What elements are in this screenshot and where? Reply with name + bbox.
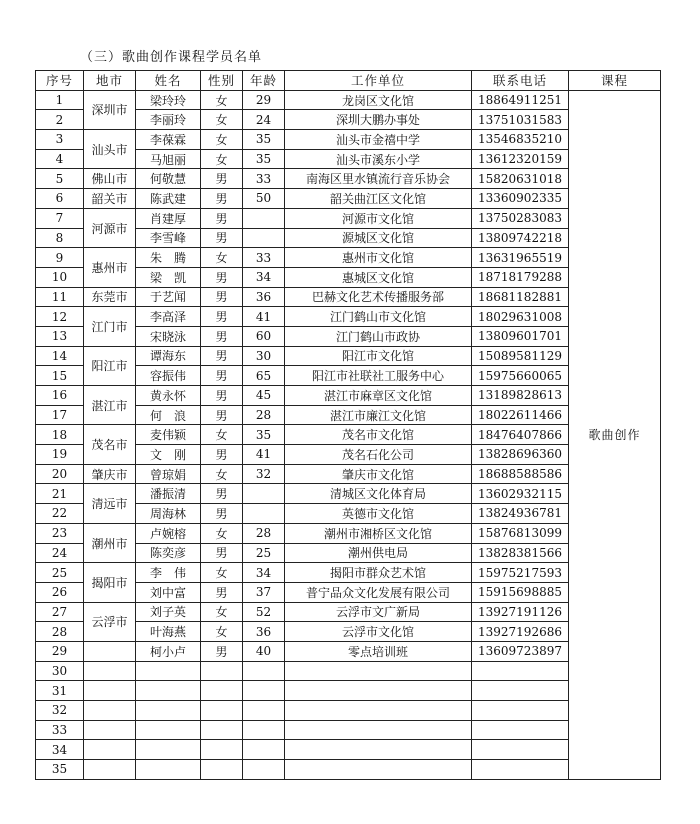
work-unit-cell	[285, 760, 472, 780]
header-age: 年龄	[243, 71, 285, 91]
age-cell: 34	[243, 267, 285, 287]
age-cell: 36	[243, 622, 285, 642]
row-number: 24	[36, 543, 84, 563]
work-unit-cell: 湛江市麻章区文化馆	[285, 386, 472, 406]
city-cell: 揭阳市	[84, 563, 136, 602]
age-cell	[243, 661, 285, 681]
age-cell: 28	[243, 523, 285, 543]
phone-cell: 15089581129	[472, 346, 569, 366]
phone-cell: 13631965519	[472, 248, 569, 268]
phone-cell	[472, 740, 569, 760]
student-name: 叶海燕	[136, 622, 201, 642]
work-unit-cell: 龙岗区文化馆	[285, 90, 472, 110]
phone-cell: 18688588586	[472, 464, 569, 484]
row-number: 14	[36, 346, 84, 366]
phone-cell: 13828696360	[472, 445, 569, 465]
gender-cell: 女	[201, 110, 243, 130]
age-cell: 35	[243, 130, 285, 150]
row-number: 31	[36, 681, 84, 701]
work-unit-cell: 惠城区文化馆	[285, 267, 472, 287]
row-number: 25	[36, 563, 84, 583]
phone-cell	[472, 681, 569, 701]
age-cell: 41	[243, 307, 285, 327]
student-name: 黄永怀	[136, 386, 201, 406]
gender-cell: 男	[201, 445, 243, 465]
gender-cell: 男	[201, 346, 243, 366]
student-name: 何敬慧	[136, 169, 201, 189]
gender-cell: 男	[201, 189, 243, 209]
city-cell: 汕头市	[84, 130, 136, 169]
city-cell: 茂名市	[84, 425, 136, 464]
student-name: 李丽玲	[136, 110, 201, 130]
gender-cell: 男	[201, 641, 243, 661]
work-unit-cell: 云浮市文广新局	[285, 602, 472, 622]
table-row	[36, 287, 661, 307]
age-cell: 65	[243, 366, 285, 386]
gender-cell: 男	[201, 169, 243, 189]
row-number: 5	[36, 169, 84, 189]
row-number: 17	[36, 405, 84, 425]
header-city: 地市	[84, 71, 136, 91]
work-unit-cell	[285, 661, 472, 681]
city-cell	[84, 681, 136, 701]
student-name: 谭海东	[136, 346, 201, 366]
phone-cell: 13546835210	[472, 130, 569, 150]
row-number: 8	[36, 228, 84, 248]
gender-cell	[201, 661, 243, 681]
gender-cell: 女	[201, 130, 243, 150]
student-name: 曾琼娟	[136, 464, 201, 484]
gender-cell: 女	[201, 90, 243, 110]
age-cell	[243, 504, 285, 524]
phone-cell: 18718179288	[472, 267, 569, 287]
student-name: 肖建厚	[136, 208, 201, 228]
row-number: 27	[36, 602, 84, 622]
phone-cell: 13609723897	[472, 641, 569, 661]
age-cell: 50	[243, 189, 285, 209]
phone-cell: 15876813099	[472, 523, 569, 543]
work-unit-cell: 清城区文化体育局	[285, 484, 472, 504]
work-unit-cell: 源城区文化馆	[285, 228, 472, 248]
row-number: 21	[36, 484, 84, 504]
gender-cell: 男	[201, 386, 243, 406]
table-row	[36, 523, 661, 543]
row-number: 11	[36, 287, 84, 307]
city-cell	[84, 760, 136, 780]
student-name: 马旭丽	[136, 149, 201, 169]
student-name: 何 浪	[136, 405, 201, 425]
work-unit-cell: 南海区里水镇流行音乐协会	[285, 169, 472, 189]
work-unit-cell: 茂名市文化馆	[285, 425, 472, 445]
phone-cell: 15915698885	[472, 582, 569, 602]
age-cell	[243, 208, 285, 228]
phone-cell: 13360902335	[472, 189, 569, 209]
row-number: 16	[36, 386, 84, 406]
table-row	[36, 720, 661, 740]
student-name: 宋晓泳	[136, 326, 201, 346]
gender-cell: 女	[201, 149, 243, 169]
phone-cell	[472, 720, 569, 740]
work-unit-cell	[285, 701, 472, 721]
phone-cell: 13824936781	[472, 504, 569, 524]
city-cell	[84, 701, 136, 721]
phone-cell	[472, 760, 569, 780]
gender-cell: 女	[201, 563, 243, 583]
row-number: 13	[36, 326, 84, 346]
table-row	[36, 248, 661, 268]
city-cell: 深圳市	[84, 90, 136, 129]
phone-cell: 13751031583	[472, 110, 569, 130]
student-name	[136, 701, 201, 721]
age-cell	[243, 760, 285, 780]
row-number: 30	[36, 661, 84, 681]
work-unit-cell: 湛江市廉江文化馆	[285, 405, 472, 425]
city-cell: 佛山市	[84, 169, 136, 189]
row-number: 19	[36, 445, 84, 465]
city-cell	[84, 641, 136, 661]
table-row	[36, 386, 661, 406]
gender-cell: 男	[201, 307, 243, 327]
table-row	[36, 661, 661, 681]
phone-cell: 15975660065	[472, 366, 569, 386]
row-number: 32	[36, 701, 84, 721]
age-cell	[243, 484, 285, 504]
table-row	[36, 602, 661, 622]
phone-cell: 13927192686	[472, 622, 569, 642]
work-unit-cell: 韶关曲江区文化馆	[285, 189, 472, 209]
work-unit-cell: 普宁品众文化发展有限公司	[285, 582, 472, 602]
table-row	[36, 189, 661, 209]
gender-cell	[201, 681, 243, 701]
student-name: 梁 凯	[136, 267, 201, 287]
age-cell	[243, 720, 285, 740]
age-cell: 33	[243, 169, 285, 189]
age-cell: 41	[243, 445, 285, 465]
table-row	[36, 464, 661, 484]
phone-cell	[472, 661, 569, 681]
gender-cell: 女	[201, 622, 243, 642]
student-name: 朱 腾	[136, 248, 201, 268]
row-number: 2	[36, 110, 84, 130]
row-number: 7	[36, 208, 84, 228]
table-caption: （三）歌曲创作课程学员名单	[80, 50, 263, 65]
gender-cell: 女	[201, 602, 243, 622]
work-unit-cell: 深圳大鹏办事处	[285, 110, 472, 130]
student-roster-table	[35, 70, 661, 780]
phone-cell: 13612320159	[472, 149, 569, 169]
table-row	[36, 169, 661, 189]
row-number: 18	[36, 425, 84, 445]
phone-cell: 13602932115	[472, 484, 569, 504]
header-name: 姓名	[136, 71, 201, 91]
gender-cell	[201, 701, 243, 721]
student-name	[136, 720, 201, 740]
header-no: 序号	[36, 71, 84, 91]
age-cell: 32	[243, 464, 285, 484]
row-number: 29	[36, 641, 84, 661]
row-number: 6	[36, 189, 84, 209]
age-cell: 40	[243, 641, 285, 661]
student-name: 梁玲玲	[136, 90, 201, 110]
age-cell	[243, 228, 285, 248]
gender-cell: 女	[201, 523, 243, 543]
phone-cell	[472, 701, 569, 721]
age-cell: 52	[243, 602, 285, 622]
student-name: 于艺闻	[136, 287, 201, 307]
gender-cell: 男	[201, 484, 243, 504]
gender-cell	[201, 760, 243, 780]
student-name: 文 刚	[136, 445, 201, 465]
work-unit-cell	[285, 681, 472, 701]
age-cell: 45	[243, 386, 285, 406]
gender-cell: 男	[201, 543, 243, 563]
student-name: 卢婉榕	[136, 523, 201, 543]
phone-cell: 13828381566	[472, 543, 569, 563]
student-name	[136, 740, 201, 760]
row-number: 33	[36, 720, 84, 740]
table-row	[36, 760, 661, 780]
phone-cell: 13809601701	[472, 326, 569, 346]
row-number: 15	[36, 366, 84, 386]
gender-cell: 女	[201, 464, 243, 484]
student-name	[136, 681, 201, 701]
city-cell	[84, 720, 136, 740]
student-name: 李葆霖	[136, 130, 201, 150]
header-gender: 性别	[201, 71, 243, 91]
gender-cell: 男	[201, 208, 243, 228]
student-name: 潘振清	[136, 484, 201, 504]
work-unit-cell: 肇庆市文化馆	[285, 464, 472, 484]
student-name	[136, 760, 201, 780]
city-cell: 惠州市	[84, 248, 136, 287]
row-number: 34	[36, 740, 84, 760]
work-unit-cell: 江门鹤山市文化馆	[285, 307, 472, 327]
gender-cell: 男	[201, 267, 243, 287]
student-name: 李 伟	[136, 563, 201, 583]
age-cell: 37	[243, 582, 285, 602]
student-name: 陈奕彦	[136, 543, 201, 563]
table-row	[36, 346, 661, 366]
phone-cell: 13750283083	[472, 208, 569, 228]
table-row	[36, 563, 661, 583]
table-row	[36, 641, 661, 661]
work-unit-cell: 阳江市文化馆	[285, 346, 472, 366]
row-number: 28	[36, 622, 84, 642]
gender-cell: 男	[201, 582, 243, 602]
age-cell: 30	[243, 346, 285, 366]
work-unit-cell	[285, 740, 472, 760]
gender-cell: 男	[201, 228, 243, 248]
age-cell	[243, 740, 285, 760]
phone-cell: 15975217593	[472, 563, 569, 583]
table-row	[36, 701, 661, 721]
row-number: 3	[36, 130, 84, 150]
phone-cell: 18029631008	[472, 307, 569, 327]
city-cell: 潮州市	[84, 523, 136, 562]
gender-cell: 男	[201, 326, 243, 346]
city-cell	[84, 661, 136, 681]
table-row	[36, 681, 661, 701]
age-cell: 24	[243, 110, 285, 130]
age-cell: 25	[243, 543, 285, 563]
header-unit: 工作单位	[285, 71, 472, 91]
city-cell: 东莞市	[84, 287, 136, 307]
gender-cell: 男	[201, 504, 243, 524]
table-row	[36, 130, 661, 150]
student-name: 麦伟颖	[136, 425, 201, 445]
student-name: 李高泽	[136, 307, 201, 327]
city-cell: 清远市	[84, 484, 136, 523]
row-number: 10	[36, 267, 84, 287]
city-cell: 河源市	[84, 208, 136, 247]
work-unit-cell: 江门鹤山市政协	[285, 326, 472, 346]
city-cell	[84, 740, 136, 760]
gender-cell: 女	[201, 248, 243, 268]
work-unit-cell: 揭阳市群众艺术馆	[285, 563, 472, 583]
work-unit-cell: 零点培训班	[285, 641, 472, 661]
age-cell	[243, 701, 285, 721]
table-row	[36, 425, 661, 445]
city-cell: 韶关市	[84, 189, 136, 209]
gender-cell	[201, 740, 243, 760]
age-cell	[243, 681, 285, 701]
gender-cell	[201, 720, 243, 740]
age-cell: 29	[243, 90, 285, 110]
header-phone: 联系电话	[472, 71, 569, 91]
row-number: 4	[36, 149, 84, 169]
work-unit-cell: 潮州供电局	[285, 543, 472, 563]
student-name	[136, 661, 201, 681]
work-unit-cell: 茂名石化公司	[285, 445, 472, 465]
phone-cell: 13809742218	[472, 228, 569, 248]
phone-cell: 18022611466	[472, 405, 569, 425]
student-name: 容振伟	[136, 366, 201, 386]
row-number: 12	[36, 307, 84, 327]
city-cell: 江门市	[84, 307, 136, 346]
phone-cell: 13189828613	[472, 386, 569, 406]
phone-cell: 15820631018	[472, 169, 569, 189]
city-cell: 肇庆市	[84, 464, 136, 484]
work-unit-cell: 河源市文化馆	[285, 208, 472, 228]
header-row	[36, 71, 661, 91]
student-name: 李雪峰	[136, 228, 201, 248]
age-cell: 36	[243, 287, 285, 307]
work-unit-cell: 惠州市文化馆	[285, 248, 472, 268]
table-row	[36, 90, 661, 110]
age-cell: 34	[243, 563, 285, 583]
header-course: 课程	[569, 71, 661, 91]
student-name: 柯小卢	[136, 641, 201, 661]
age-cell: 35	[243, 425, 285, 445]
work-unit-cell: 汕头市金禧中学	[285, 130, 472, 150]
gender-cell: 男	[201, 287, 243, 307]
city-cell: 阳江市	[84, 346, 136, 385]
phone-cell: 13927191126	[472, 602, 569, 622]
city-cell: 云浮市	[84, 602, 136, 641]
work-unit-cell	[285, 720, 472, 740]
row-number: 1	[36, 90, 84, 110]
phone-cell: 18476407866	[472, 425, 569, 445]
gender-cell: 女	[201, 425, 243, 445]
row-number: 23	[36, 523, 84, 543]
row-number: 9	[36, 248, 84, 268]
row-number: 26	[36, 582, 84, 602]
work-unit-cell: 阳江市社联社工服务中心	[285, 366, 472, 386]
row-number: 20	[36, 464, 84, 484]
table-row	[36, 740, 661, 760]
course-cell: 歌曲创作	[569, 90, 661, 779]
work-unit-cell: 汕头市溪东小学	[285, 149, 472, 169]
gender-cell: 男	[201, 366, 243, 386]
age-cell: 60	[243, 326, 285, 346]
work-unit-cell: 潮州市湘桥区文化馆	[285, 523, 472, 543]
work-unit-cell: 英德市文化馆	[285, 504, 472, 524]
student-name: 刘中富	[136, 582, 201, 602]
phone-cell: 18681182881	[472, 287, 569, 307]
student-name: 周海林	[136, 504, 201, 524]
work-unit-cell: 巴赫文化艺术传播服务部	[285, 287, 472, 307]
age-cell: 33	[243, 248, 285, 268]
city-cell: 湛江市	[84, 386, 136, 425]
table-row	[36, 307, 661, 327]
age-cell: 35	[243, 149, 285, 169]
student-name: 陈武建	[136, 189, 201, 209]
row-number: 22	[36, 504, 84, 524]
age-cell: 28	[243, 405, 285, 425]
student-name: 刘子英	[136, 602, 201, 622]
work-unit-cell: 云浮市文化馆	[285, 622, 472, 642]
table-row	[36, 484, 661, 504]
row-number: 35	[36, 760, 84, 780]
phone-cell: 18864911251	[472, 90, 569, 110]
table-row	[36, 208, 661, 228]
gender-cell: 男	[201, 405, 243, 425]
